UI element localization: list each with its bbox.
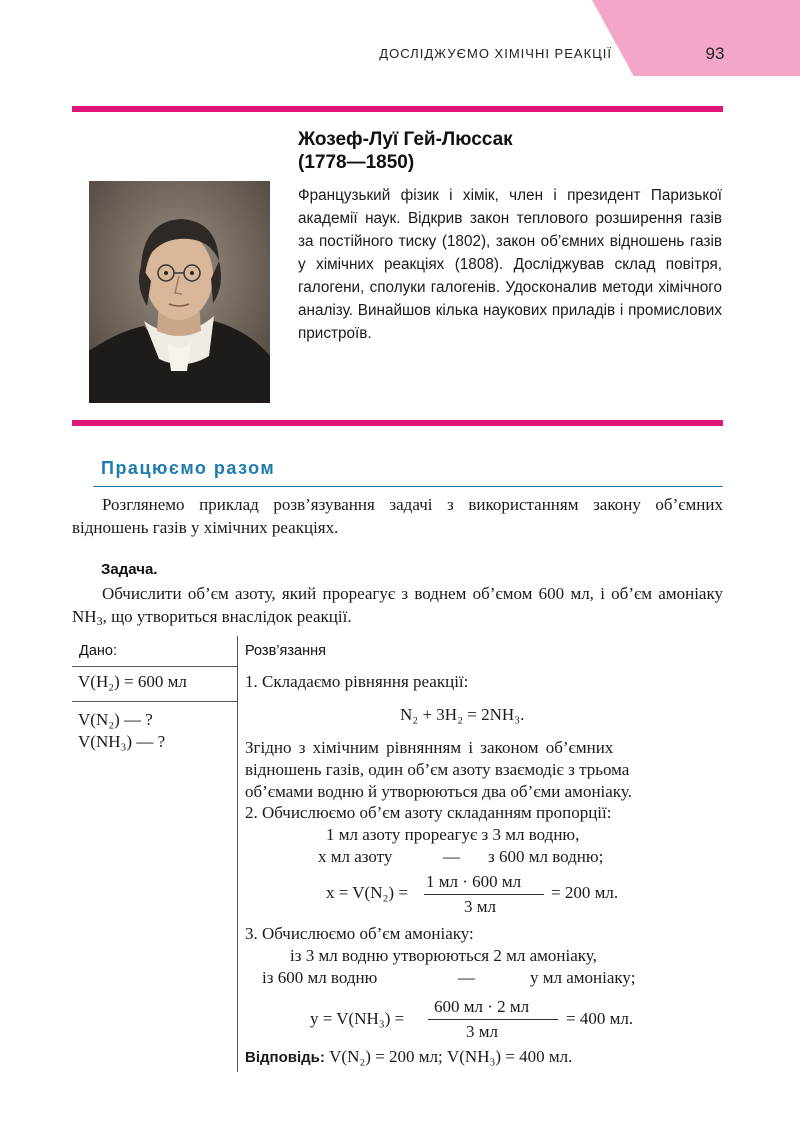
step-2-heading: 2. Обчислюємо об’єм азоту складанням пропорції: [245, 803, 612, 822]
explanation-line-3: об’ємами водню й утворюються два об’єми амоніаку. [245, 782, 632, 801]
task-text-subscript: 3 [96, 614, 103, 628]
calc-1-result: = 200 мл. [551, 883, 619, 902]
step-3-heading: 3. Обчислюємо об’єм амоніаку: [245, 924, 474, 943]
find-nitrogen-volume: V(N₂) — ? [78, 710, 153, 729]
answer-label: Відповідь: [245, 1049, 325, 1066]
table-column-divider [237, 636, 238, 1072]
task-text-part2: , що утвориться внаслідок реакції. [102, 607, 352, 626]
calc-2-denominator: 3 мл [466, 1022, 498, 1041]
proportion-2-dash: — [458, 968, 475, 987]
answer-text: V(N₂) = 200 мл; V(NH₃) = 400 мл. [329, 1047, 573, 1066]
proportion-1-dash: — [443, 847, 460, 866]
explanation-line-1: Згідно з хімічним рівнянням і законом об’ємних [245, 738, 614, 757]
proportion-2-line-2-right: y мл амоніаку; [530, 968, 636, 987]
calc-2-left: y = V(NH₃) = [310, 1009, 405, 1028]
scientist-name [298, 128, 728, 174]
proportion-1-line-1: 1 мл азоту прореагує з 3 мл водню, [326, 825, 580, 844]
step-1-heading: 1. Складаємо рівняння реакції: [245, 672, 469, 691]
proportion-1-line-2-right: з 600 мл водню; [488, 847, 604, 866]
task-statement [72, 582, 723, 633]
calc-1-left: x = V(N₂) = [326, 883, 408, 902]
task-text-part1: Обчислити об’єм азоту, який прореагує з воднем об’ємом 600 мл, і об’єм амоніаку NH [72, 584, 723, 626]
section-intro-paragraph: Розглянемо приклад розв’язування задачі з використанням закону об’ємних відношень газів у хімічних реакціях. [72, 495, 723, 537]
scientist-name-line: Жозеф-Луї Гей-Люссак [298, 129, 513, 150]
given-value: V(H₂) = 600 мл [78, 672, 187, 691]
header-accent-corner [592, 0, 800, 76]
scientist-lifespan: (1778—1850) [298, 152, 415, 173]
task-label: Задача. [101, 561, 158, 578]
calc-1-numerator: 1 мл · 600 мл [426, 872, 522, 891]
calc-2-result: = 400 мл. [566, 1009, 634, 1028]
find-ammonia-volume: V(NH₃) — ? [78, 732, 166, 751]
proportion-1-line-2-left: x мл азоту [318, 847, 393, 866]
proportion-2-line-1: із 3 мл водню утворюються 2 мл амоніаку, [290, 946, 597, 965]
bio-bottom-rule [72, 420, 723, 426]
proportion-2-line-2-left: із 600 мл водню [262, 968, 378, 987]
calc-1-denominator: 3 мл [464, 897, 496, 916]
calc-1-fraction-bar [424, 894, 544, 895]
section-heading-underline [93, 486, 723, 487]
reaction-equation: N₂ + 3H₂ = 2NH₃. [400, 705, 525, 724]
calc-2-fraction-bar [428, 1019, 558, 1020]
page-number: 93 [705, 44, 725, 63]
calc-2-numerator: 600 мл · 2 мл [434, 997, 530, 1016]
table-given-bottom-rule [72, 701, 237, 702]
given-label: Дано: [79, 643, 117, 659]
running-header-title: ДОСЛІДЖУЄМО ХІМІЧНІ РЕАКЦІЇ [379, 46, 612, 61]
portrait-image [89, 181, 270, 403]
solution-label: Розв’язання [245, 643, 326, 659]
table-given-top-rule [72, 666, 237, 667]
bio-top-rule [72, 106, 723, 112]
scientist-biography: Французький фізик і хімік, член і президент Паризької академії наук. Відкрив закон теплового розширення газів за постійного тиску (1802), закон об’ємних відношень газів у хімічних реакціях (1808). Досліджував склад повітря, галогени, сполуки галогенів. Удосконалив методи хімічного аналізу. Винайшов кілька наукових приладів і промислових пристроїв. [298, 187, 722, 342]
section-heading: Працюємо разом [101, 458, 276, 478]
explanation-line-2: відношень газів, один об’єм азоту взаємодіє з трьома [245, 760, 630, 779]
answer-line [245, 1046, 572, 1069]
